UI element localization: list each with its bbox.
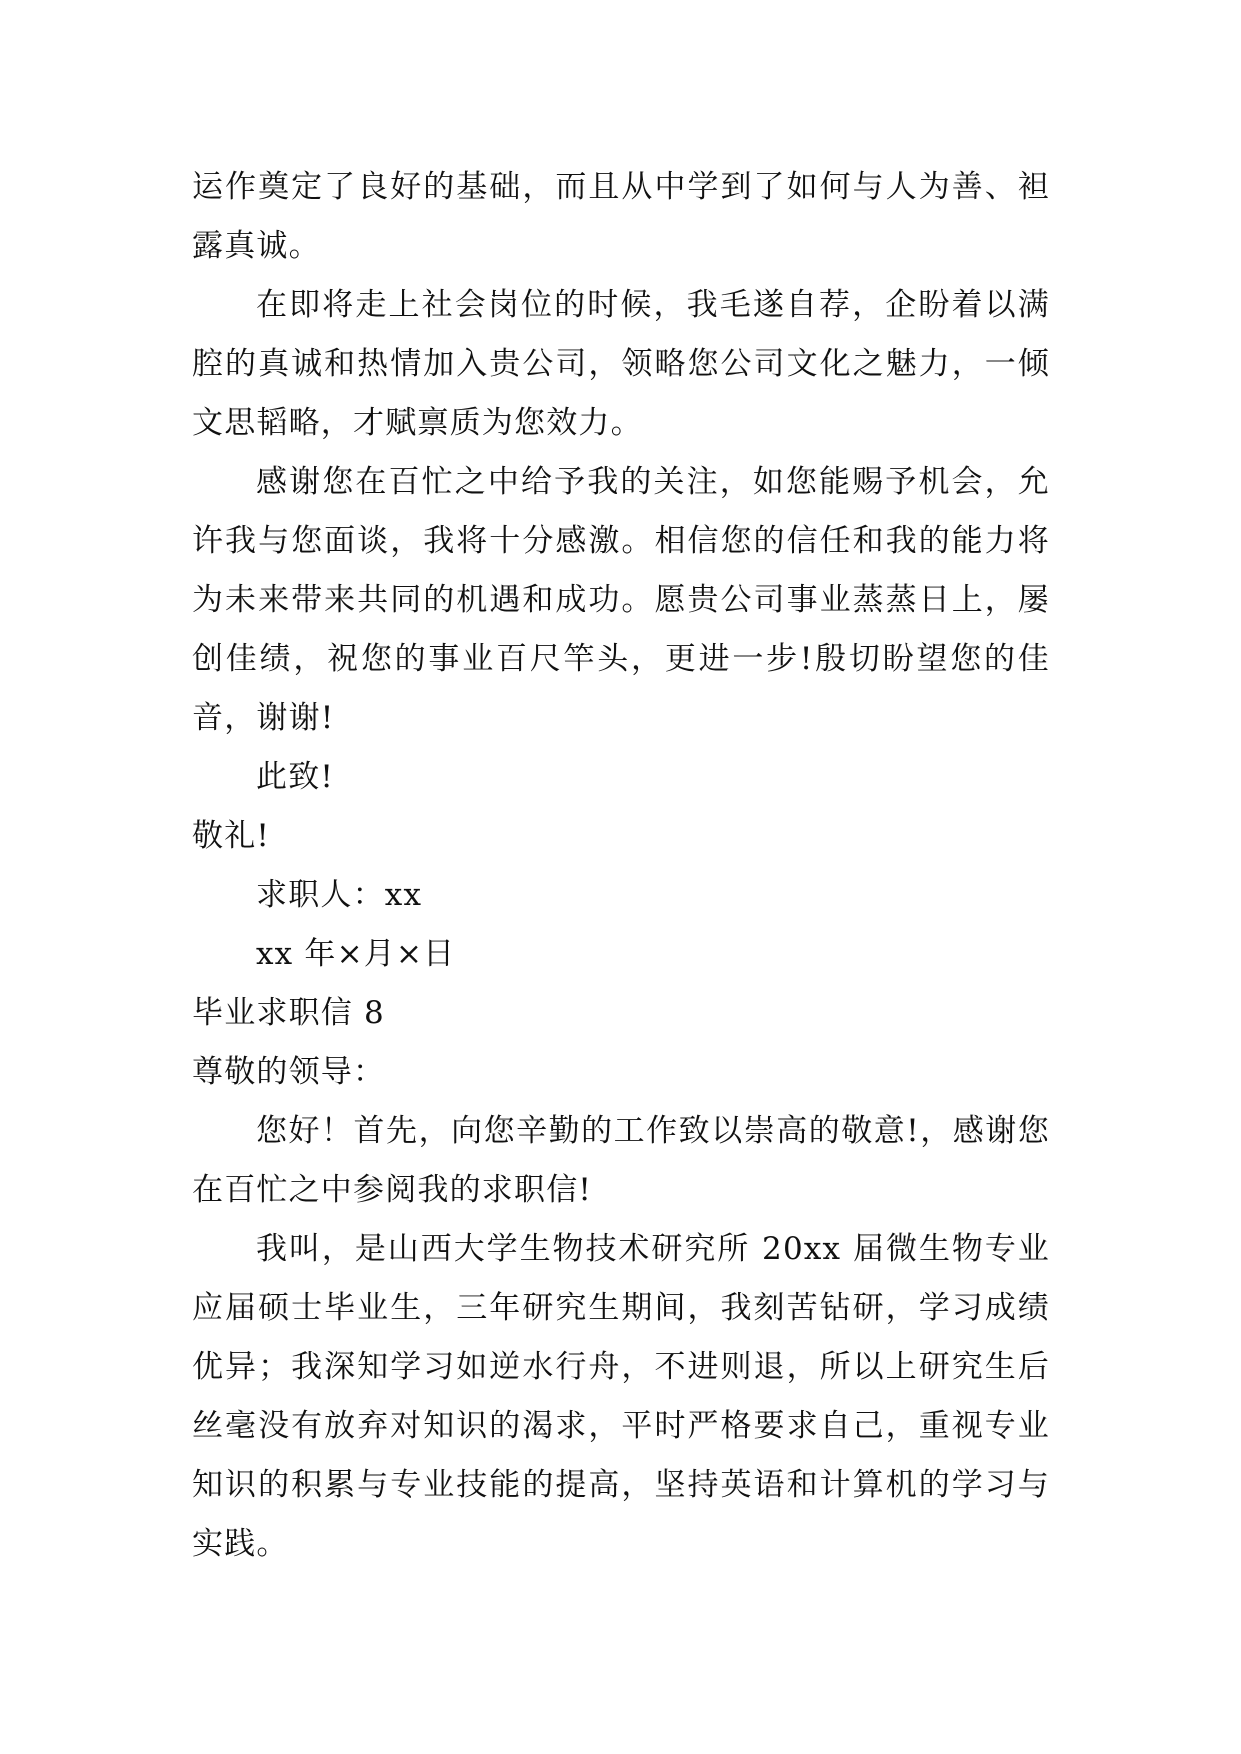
closing-regards: 敬礼! (192, 818, 271, 854)
letter-body (192, 158, 1050, 1574)
signature-date: xx 年×月×日 (256, 936, 456, 972)
paragraph-self-recommendation: 在即将走上社会岗位的时候，我毛遂自荐，企盼着以满腔的真诚和热情加入贵公司，领略您公司文化之魅力，一倾文思韬略，才赋禀质为您效力。 (192, 287, 1050, 441)
signature-applicant: 求职人：xx (256, 877, 423, 913)
section-title: 毕业求职信 8 (192, 995, 385, 1031)
paragraph-thanks: 感谢您在百忙之中给予我的关注，如您能赐予机会，允许我与您面谈，我将十分感激。相信您的信任和我的能力将为未来带来共同的机遇和成功。愿贵公司事业蒸蒸日上，屡创佳绩，祝您的事业百尺竿头，更进一步!殷切盼望您的佳音，谢谢! (192, 464, 1050, 736)
paragraph-opening: 您好！首先，向您辛勤的工作致以崇高的敬意!，感谢您在百忙之中参阅我的求职信! (192, 1113, 1050, 1208)
paragraph-continuation: 运作奠定了良好的基础，而且从中学到了如何与人为善、袒露真诚。 (192, 169, 1050, 264)
letter-greeting: 尊敬的领导： (192, 1054, 386, 1090)
paragraph-introduction: 我叫，是山西大学生物技术研究所 20xx 届微生物专业应届硕士毕业生，三年研究生期间，我刻苦钻研，学习成绩优异；我深知学习如逆水行舟，不进则退，所以上研究生后丝毫没有放弃对知识的渴求，平时严格要求自己，重视专业知识的积累与专业技能的提高，坚持英语和计算机的学习与实践。 (192, 1231, 1050, 1562)
closing-salutation: 此致! (256, 759, 335, 795)
